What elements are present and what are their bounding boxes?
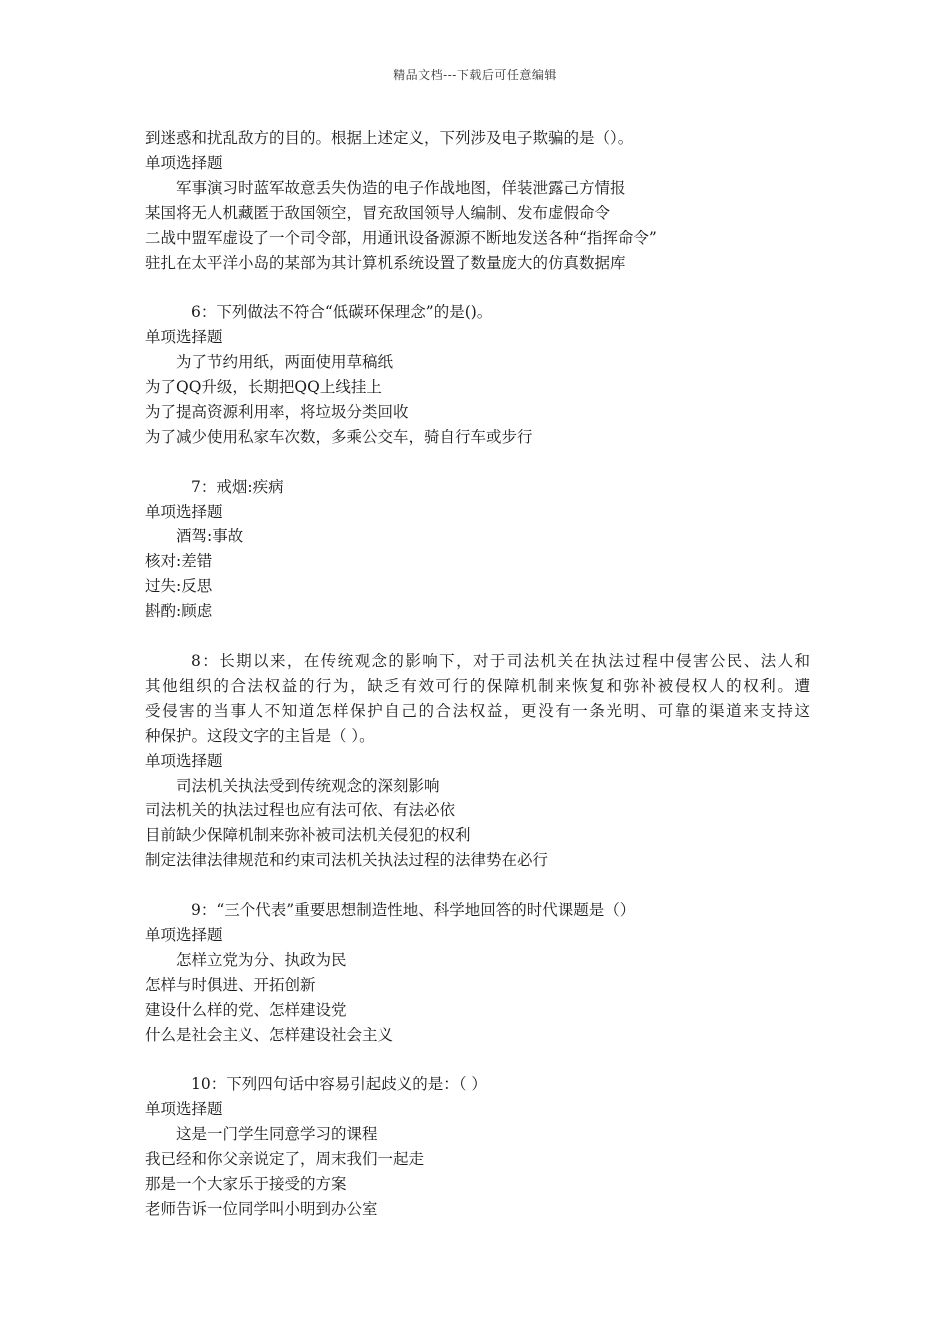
question-type: 单项选择题 [145,153,223,172]
question-8-option-a: 司法机关执法受到传统观念的深刻影响 [176,776,440,795]
option-a: 军事演习时蓝军故意丢失伪造的电子作战地图，佯装泄露己方情报 [176,178,626,197]
question-6-option-a: 为了节约用纸，两面使用草稿纸 [176,353,394,372]
question-10-type: 单项选择题 [145,1100,223,1119]
question-10-option-a: 这是一门学生同意学习的课程 [176,1125,378,1144]
question-9-option-c: 建设什么样的党、怎样建设党 [145,1000,347,1019]
question-7-type: 单项选择题 [145,502,223,521]
question-7-option-a: 酒驾:事故 [176,527,244,546]
option-d: 驻扎在太平洋小岛的某部为其计算机系统设置了数量庞大的仿真数据库 [145,253,626,272]
option-c: 二战中盟军虚设了一个司令部，用通讯设备源源不断地发送各种“指挥命令” [145,228,657,247]
question-10-option-c: 那是一个大家乐于接受的方案 [145,1174,347,1193]
question-8-type: 单项选择题 [145,751,223,770]
question-9-option-d: 什么是社会主义、怎样建设社会主义 [145,1025,394,1044]
question-8-line-4: 种保护。这段文字的主旨是（ ）。 [145,726,375,745]
question-8-line-2: 其他组织的合法权益的行为，缺乏有效可行的保障机制来恢复和弥补被侵权人的权利。遭 [145,676,810,695]
question-9-type: 单项选择题 [145,925,223,944]
question-6-option-c: 为了提高资源利用率，将垃圾分类回收 [145,402,409,421]
question-7-text: 7：戒烟:疾病 [191,477,284,496]
question-8-line-1: 8：长期以来，在传统观念的影响下，对于司法机关在执法过程中侵害公民、法人和 [191,651,810,670]
question-9-text: 9：“三个代表”重要思想制造性地、科学地回答的时代课题是（） [191,901,636,920]
question-8-option-d: 制定法律法律规范和约束司法机关执法过程的法律势在必行 [145,851,549,870]
question-10-text: 10：下列四句话中容易引起歧义的是：（ ） [191,1075,487,1094]
question-9-option-a: 怎样立党为分、执政为民 [176,950,347,969]
question-6-type: 单项选择题 [145,328,223,347]
question-7-option-c: 过失:反思 [145,577,213,596]
document-body [145,126,810,1222]
question-8-line-3: 受侵害的当事人不知道怎样保护自己的合法权益，更没有一条光明、可靠的渠道来支持这 [145,701,810,720]
question-9-option-b: 怎样与时俱进、开拓创新 [145,975,316,994]
question-7-option-d: 斟酌:顾虑 [145,602,213,621]
question-8-option-c: 目前缺少保障机制来弥补被司法机关侵犯的权利 [145,826,471,845]
page-header: 精品文档---下载后可任意编辑 [393,68,557,82]
question-6-option-b: 为了QQ升级，长期把QQ上线挂上 [145,378,382,397]
question-8-option-b: 司法机关的执法过程也应有法可依、有法必依 [145,801,456,820]
option-b: 某国将无人机藏匿于敌国领空，冒充敌国领导人编制、发布虚假命令 [145,203,611,222]
question-text: 到迷惑和扰乱敌方的目的。根据上述定义，下列涉及电子欺骗的是（）。 [145,129,634,147]
question-10-option-d: 老师告诉一位同学叫小明到办公室 [145,1199,378,1218]
question-6-option-d: 为了减少使用私家车次数，多乘公交车，骑自行车或步行 [145,427,533,446]
question-6-text: 6：下列做法不符合“低碳环保理念”的是()。 [191,303,493,322]
question-7-option-b: 核对:差错 [145,552,213,571]
question-10-option-b: 我已经和你父亲说定了，周末我们一起走 [145,1150,425,1169]
